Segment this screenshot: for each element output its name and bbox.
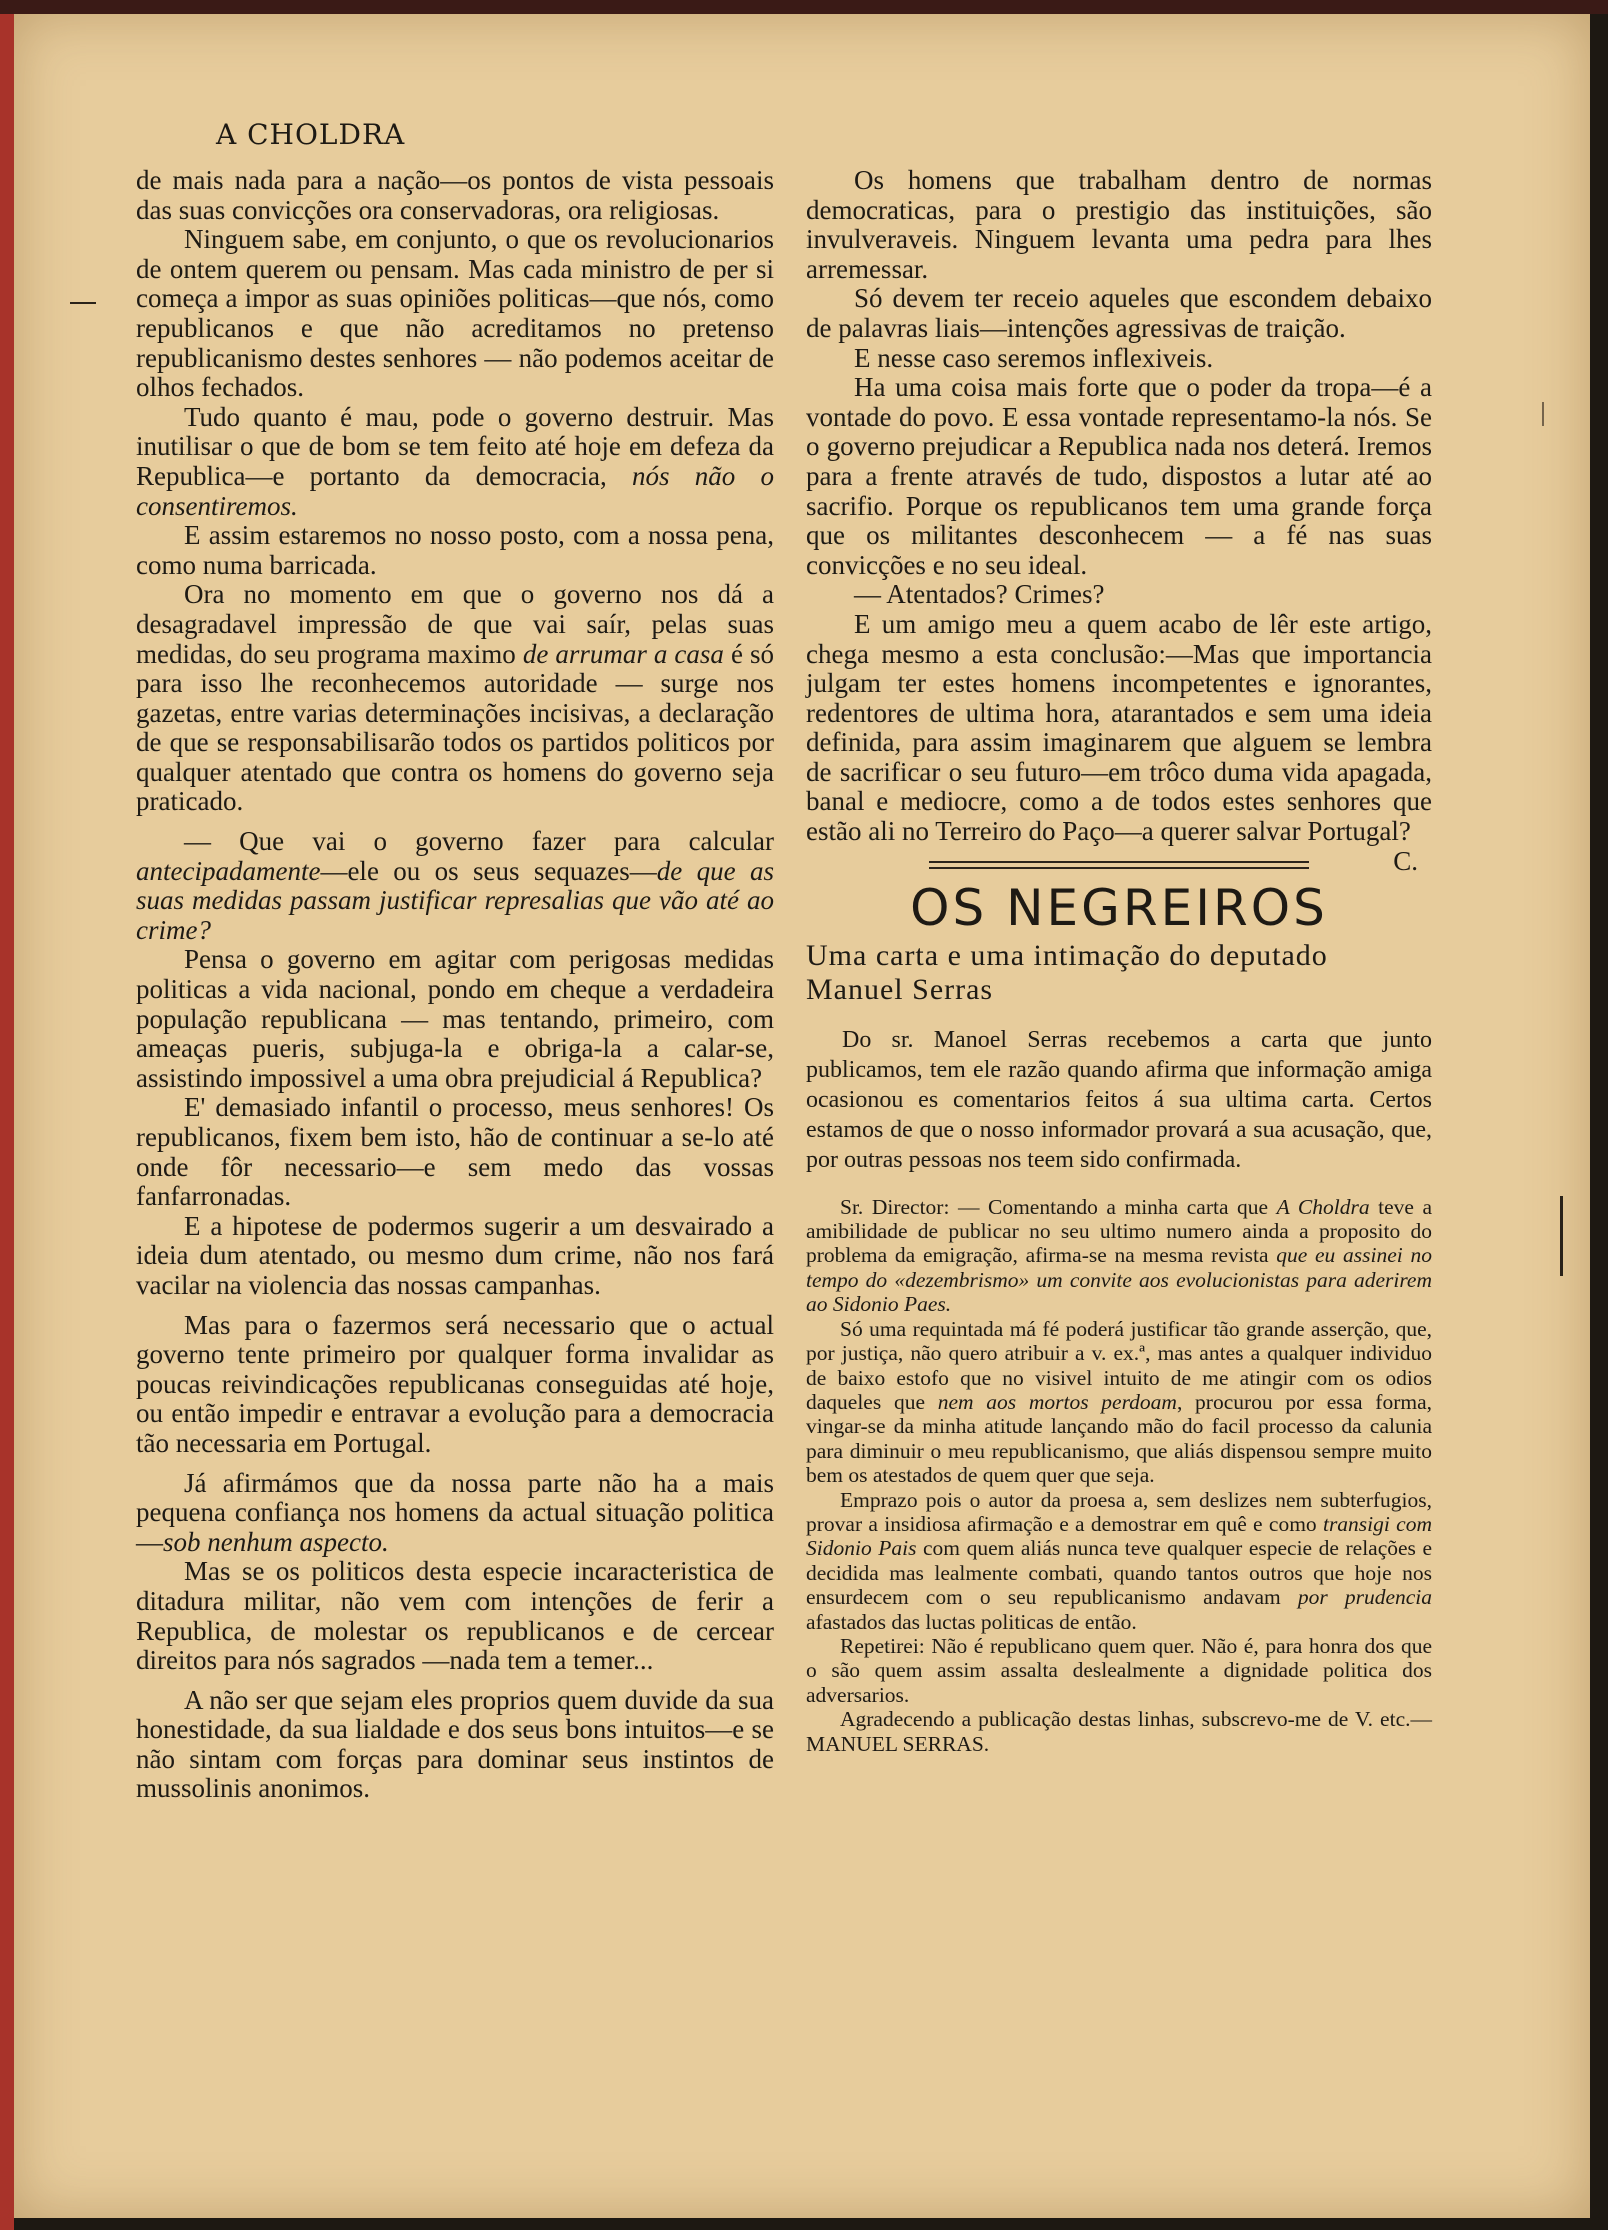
article-subhead: Manuel Serras bbox=[806, 972, 994, 1006]
paragraph: Tudo quanto é mau, pode o governo destruir. Mas inutilisar o que de bom se tem feito até hoje em defeza da Republica—e portanto da democracia, nós não o consentiremos. bbox=[136, 401, 774, 521]
article-intro bbox=[806, 1025, 1432, 1175]
letter-body bbox=[806, 1195, 1432, 1756]
paragraph: Só uma requintada má fé poderá justificar tão grande asserção, que, por justiça, não quero atribuir a v. ex.ª, mas antes a qualquer individuo de baixo estofo que no visivel intuito de me atingir com os odios daqueles que nem aos mortos perdoam, procurou por essa forma, vingar-se da minha atitude lançando mão do facil processo da calunia para diminuir o meu republicanismo, que aliás dispensou sempre muito bem os atestados de quem quer que seja. bbox=[806, 1316, 1432, 1488]
paragraph: Ora no momento em que o governo nos dá a desagradavel impressão de que vai saír, pelas suas medidas, do seu programa maximo de arrumar a casa é só para isso lhe reconhecemos autoridade — surge nos gazetas, entre varias determinações incisivas, a declaração de que se responsabilisarão todos os partidos politicos por qualquer atentado que contra os homens do governo seja praticado. bbox=[136, 579, 774, 817]
article-headline: OS NEGREIROS bbox=[910, 878, 1328, 937]
signature: C. bbox=[1393, 845, 1418, 876]
paragraph: de mais nada para a nação—os pontos de vista pessoais das suas convicções ora conservadoras, ora religiosas. bbox=[136, 165, 774, 225]
margin-mark bbox=[1560, 1196, 1563, 1276]
paragraph: Sr. Director: — Comentando a minha carta que A Choldra teve a amibilidade de publicar no seu ultimo numero ainda a proposito do problema da emigração, afirma-se na mesma revista que eu assinei no tempo do «dezembrismo» um convite aos evolucionistas para aderirem ao Sidonio Paes. bbox=[806, 1194, 1433, 1317]
running-head: A CHOLDRA bbox=[216, 118, 406, 151]
paragraph: Já afirmámos que da nossa parte não ha a mais pequena confiança nos homens da actual situação politica—sob nenhum aspecto. bbox=[136, 1467, 774, 1557]
paragraph: Do sr. Manoel Serras recebemos a carta que junto publicamos, tem ele razão quando afirma que informação amiga ocasionou es comentarios feitos á sua ultima carta. Certos estamos de que o nosso informador provará a sua acusação, que, por outras pessoas nos teem sido confirmada. bbox=[806, 1026, 1432, 1173]
article-subhead: Uma carta e uma intimação do deputado bbox=[806, 938, 1328, 972]
paragraph: A não ser que sejam eles proprios quem duvide da sua honestidade, da sua lialdade e dos seus bons intuitos—e se não sintam com forças para dominar seus instintos de mussolinis anonimos. bbox=[136, 1684, 774, 1804]
paragraph: Ninguem sabe, em conjunto, o que os revolucionarios de ontem querem ou pensam. Mas cada ministro de per si começa a impor as suas opiniões politicas—que nós, como republicanos e que não acreditamos no pretenso republicanismo destes senhores — não podemos aceitar de olhos fechados. bbox=[136, 224, 774, 403]
top-edge bbox=[0, 0, 1608, 14]
binding-edge bbox=[0, 14, 14, 2230]
paragraph: Ha uma coisa mais forte que o poder da tropa—é a vontade do povo. E essa vontade representamo-la nós. Se o governo prejudicar a Republica nada nos deterá. Iremos para a frente através de tudo, dispostos a lutar até ao sacrifio. Porque os republicanos tem uma grande força que os militantes desconhecem — a fé nas suas convicções e no seu ideal. bbox=[806, 372, 1432, 580]
paragraph: E a hipotese de podermos sugerir a um desvairado a ideia dum atentado, ou mesmo dum crime, não nos fará vacilar na violencia das nossas campanhas. bbox=[136, 1210, 774, 1300]
paragraph: Agradecendo a publicação destas linhas, subscrevo-me de V. etc.— MANUEL SERRAS. bbox=[806, 1707, 1432, 1756]
paragraph: E nesse caso seremos inflexiveis. bbox=[854, 342, 1214, 373]
section-divider bbox=[929, 861, 1309, 869]
right-column bbox=[806, 166, 1432, 1756]
paragraph: E' demasiado infantil o processo, meus senhores! Os republicanos, fixem bem isto, hão de continuar a se-lo até onde fôr necessario—e sem medo das vossas fanfarronadas. bbox=[136, 1092, 774, 1212]
paragraph: Os homens que trabalham dentro de normas democraticas, para o prestigio das instituições, são invulveraveis. Ninguem levanta uma pedra para lhes arremessar. bbox=[806, 165, 1432, 284]
paragraph: — Que vai o governo fazer para calcular antecipadamente—ele ou os seus sequazes—de que as suas medidas passam justificar represalias que vão até ao crime? bbox=[136, 826, 774, 945]
paragraph: Só devem ter receio aqueles que escondem debaixo de palavras liais—intenções agressivas de traição. bbox=[806, 283, 1432, 343]
paragraph: Pensa o governo em agitar com perigosas medidas politicas a vida nacional, pondo em cheque a verdadeira população republicana — mas tentando, primeiro, com ameaças pueris, subjuga-la e obriga-la a calar-se, assistindo impossivel a uma obra prejudicial á Republica? bbox=[136, 944, 774, 1093]
margin-mark bbox=[70, 302, 96, 304]
paragraph: Mas se os politicos desta especie incaracteristica de ditadura militar, não vem com intenções de ferir a Republica, de molestar os republicanos e de cercear direitos para nós sagrados —nada tem a temer... bbox=[136, 1556, 774, 1676]
paragraph: E um amigo meu a quem acabo de lêr este artigo, chega mesmo a esta conclusão:—Mas que importancia julgam ter estes homens incompetentes e ignorantes, redentores de ultima hora, atarantados e sem uma ideia definida, para assim imaginarem que alguem se lembra de sacrificar o seu futuro—em trôco duma vida apagada, banal e mediocre, como a de todos estes senhores que estão ali no Terreiro do Paço—a querer salvar Portugal? C. bbox=[806, 608, 1432, 876]
margin-mark bbox=[1542, 402, 1544, 426]
paragraph: Repetirei: Não é republicano quem quer. Não é, para honra dos que o são quem assim assalta deslealmente a dignidade politica dos adversarios. bbox=[806, 1633, 1432, 1707]
paragraph: E assim estaremos no nosso posto, com a nossa pena, como numa barricada. bbox=[136, 520, 774, 580]
left-column bbox=[136, 166, 774, 1804]
paragraph: — Atentados? Crimes? bbox=[854, 579, 1105, 610]
paragraph: Mas para o fazermos será necessario que o actual governo tente primeiro por qualquer forma invalidar as poucas reivindicações republicanas conseguidas até hoje, ou então impedir e entravar a evolução para a democracia tão necessaria em Portugal. bbox=[136, 1309, 774, 1458]
paragraph: Emprazo pois o autor da proesa a, sem deslizes nem subterfugios, provar a insidiosa afirmação e a demostrar em quê e como transigi com Sidonio Pais com quem aliás nunca teve qualquer especie de relações e decidida mas lealmente combati, quando tantos outros que hoje nos ensurdecem com o seu republicanismo andavam por prudencia afastados das luctas politicas de então. bbox=[806, 1487, 1433, 1634]
